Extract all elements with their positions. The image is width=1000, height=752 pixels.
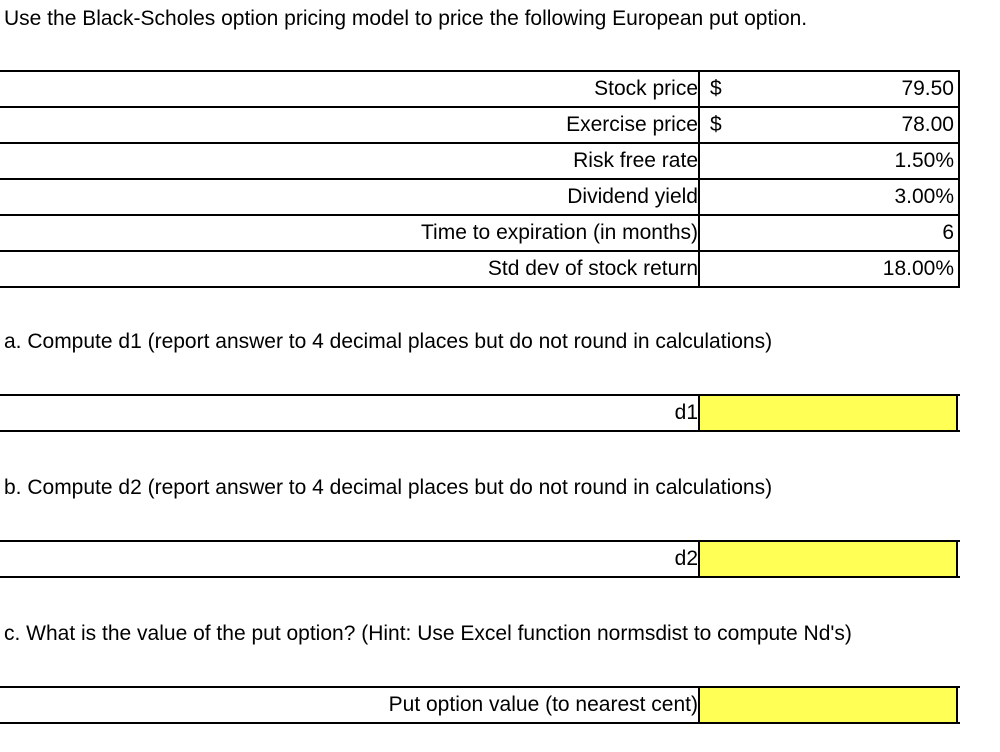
currency-symbol: $ bbox=[710, 77, 722, 100]
inputs-table bbox=[0, 70, 960, 288]
input-row-std-dev bbox=[0, 250, 960, 288]
answer-table-d1 bbox=[0, 394, 960, 432]
answer-row-d1 bbox=[0, 394, 960, 432]
answer-table-d2 bbox=[0, 540, 960, 578]
input-label: Exercise price bbox=[566, 113, 698, 136]
answer-label: d1 bbox=[674, 401, 698, 424]
input-label: Dividend yield bbox=[567, 185, 698, 208]
input-value[interactable]: 78.00 bbox=[700, 108, 960, 142]
input-row-risk-free-rate bbox=[0, 142, 960, 178]
input-value[interactable]: 1.50% bbox=[700, 144, 960, 178]
question-b-text: b. Compute d2 (report answer to 4 decimal places but do not round in calculations) bbox=[4, 476, 773, 499]
question-c-text: c. What is the value of the put option? (Hint: Use Excel function normsdist to compute Nd's) bbox=[4, 622, 852, 645]
answer-table-put-value bbox=[0, 686, 960, 724]
input-label: Stock price bbox=[594, 77, 698, 100]
input-label: Time to expiration (in months) bbox=[421, 221, 698, 244]
instructions-text: Use the Black-Scholes option pricing model to price the following European put option. bbox=[4, 7, 808, 30]
answer-row-put-value bbox=[0, 686, 960, 724]
answer-label: d2 bbox=[674, 547, 698, 570]
d2-answer-cell[interactable] bbox=[700, 542, 958, 576]
input-value[interactable]: 18.00% bbox=[700, 252, 960, 286]
answer-row-d2 bbox=[0, 540, 960, 578]
input-row-exercise-price bbox=[0, 106, 960, 142]
input-value[interactable]: 79.50 bbox=[700, 72, 960, 106]
input-row-dividend-yield bbox=[0, 178, 960, 214]
input-label: Risk free rate bbox=[573, 149, 698, 172]
input-label: Std dev of stock return bbox=[487, 257, 698, 280]
question-a-text: a. Compute d1 (report answer to 4 decimal places but do not round in calculations) bbox=[4, 330, 773, 353]
input-value[interactable]: 3.00% bbox=[700, 180, 960, 214]
d1-answer-cell[interactable] bbox=[700, 396, 958, 430]
answer-label: Put option value (to nearest cent) bbox=[388, 693, 698, 716]
currency-symbol: $ bbox=[710, 113, 722, 136]
input-row-time-to-expiration bbox=[0, 214, 960, 250]
input-value[interactable]: 6 bbox=[700, 216, 960, 250]
input-row-stock-price bbox=[0, 70, 960, 106]
put-value-answer-cell[interactable] bbox=[700, 688, 958, 722]
